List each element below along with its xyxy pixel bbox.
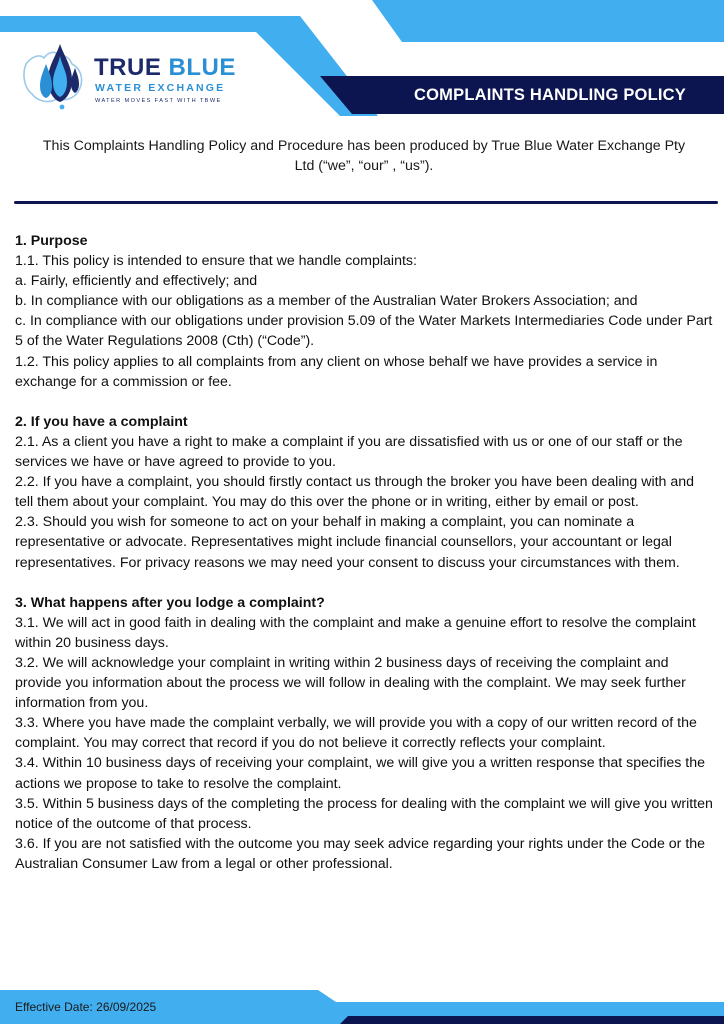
logo-tagline: WATER MOVES FAST WITH TBWE — [95, 98, 222, 104]
page-header — [0, 0, 724, 116]
header-divider — [14, 201, 718, 204]
logo-subtitle: WATER EXCHANGE — [95, 82, 226, 94]
paragraph: 3.1. We will act in good faith in dealing with the complaint and make a genuine effort to resolve the complaint within 20 business days. — [15, 614, 696, 651]
policy-title: COMPLAINTS HANDLING POLICY — [414, 86, 686, 104]
policy-body — [15, 231, 715, 874]
paragraph: 2.2. If you have a complaint, you should firstly contact us through the broker you have been dealing with and tell them about your complaint. You may do this over the phone or in writing, either by email or post. — [15, 474, 695, 511]
paragraph: 3.3. Where you have made the complaint verbally, we will provide you with a copy of our written record of the complaint. You may correct that record if you do not believe it correctly reflects your complaint. — [15, 715, 697, 752]
paragraph: c. In compliance with our obligations under provision 5.09 of the Water Markets Intermediaries Code under Part 5 of the Water Regulations 2008 (Cth) (“Code”). — [15, 313, 713, 350]
paragraph: a. Fairly, efficiently and effectively; and — [15, 273, 258, 290]
water-drops-australia-map-icon — [22, 42, 92, 110]
logo-brand-first: TRUE — [94, 54, 162, 81]
paragraph: 1.2. This policy applies to all complaints from any client on whose behalf we have provides a service in exchange for a commission or fee. — [15, 353, 658, 390]
paragraph: b. In compliance with our obligations as a member of the Australian Water Brokers Association; and — [15, 293, 638, 310]
logo-brand-name — [94, 56, 236, 80]
page-footer — [0, 990, 724, 1024]
section-heading: 1. Purpose — [15, 233, 88, 249]
paragraph: 2.3. Should you wish for someone to act on your behalf in making a complaint, you can nominate a representative or advocate. Representatives might include financial counsellors, your accountant or legal representatives. For privacy reasons we may need your consent to discuss your circumstances with them. — [15, 514, 680, 571]
logo-brand-second: BLUE — [168, 54, 236, 81]
paragraph: 3.4. Within 10 business days of receiving your complaint, we will give you a written response that specifies the actions we propose to take to resolve the complaint. — [15, 755, 706, 792]
paragraph: 3.2. We will acknowledge your complaint in writing within 2 business days of receiving the complaint and provide you information about the process we will follow in dealing with the complaint. We may seek further information from you. — [15, 654, 686, 712]
paragraph: 3.5. Within 5 business days of the completing the process for dealing with the complaint we will give you written notice of the outcome of that process. — [15, 795, 713, 832]
paragraph: 1.1. This policy is intended to ensure that we handle complaints: — [15, 253, 417, 270]
paragraph: 3.6. If you are not satisfied with the outcome you may seek advice regarding your rights under the Code or the Australian Consumer Law from a legal or other professional. — [15, 835, 706, 872]
intro-paragraph: This Complaints Handling Policy and Procedure has been produced by True Blue Water Exchange Pty Ltd (“we”, “our” , “us”). — [42, 138, 686, 174]
section-heading: 2. If you have a complaint — [15, 413, 188, 430]
section-after-you-lodge — [15, 593, 715, 874]
company-logo — [22, 42, 247, 110]
paragraph: 2.1. As a client you have a right to make a complaint if you are dissatisfied with us or one of our staff or the services we have or have agreed to provide to you. — [15, 433, 683, 471]
effective-date: Effective Date: 26/09/2025 — [15, 1000, 157, 1014]
section-heading: 3. What happens after you lodge a complaint? — [15, 594, 325, 611]
section-if-you-have-a-complaint — [15, 412, 715, 573]
section-purpose — [15, 231, 715, 392]
